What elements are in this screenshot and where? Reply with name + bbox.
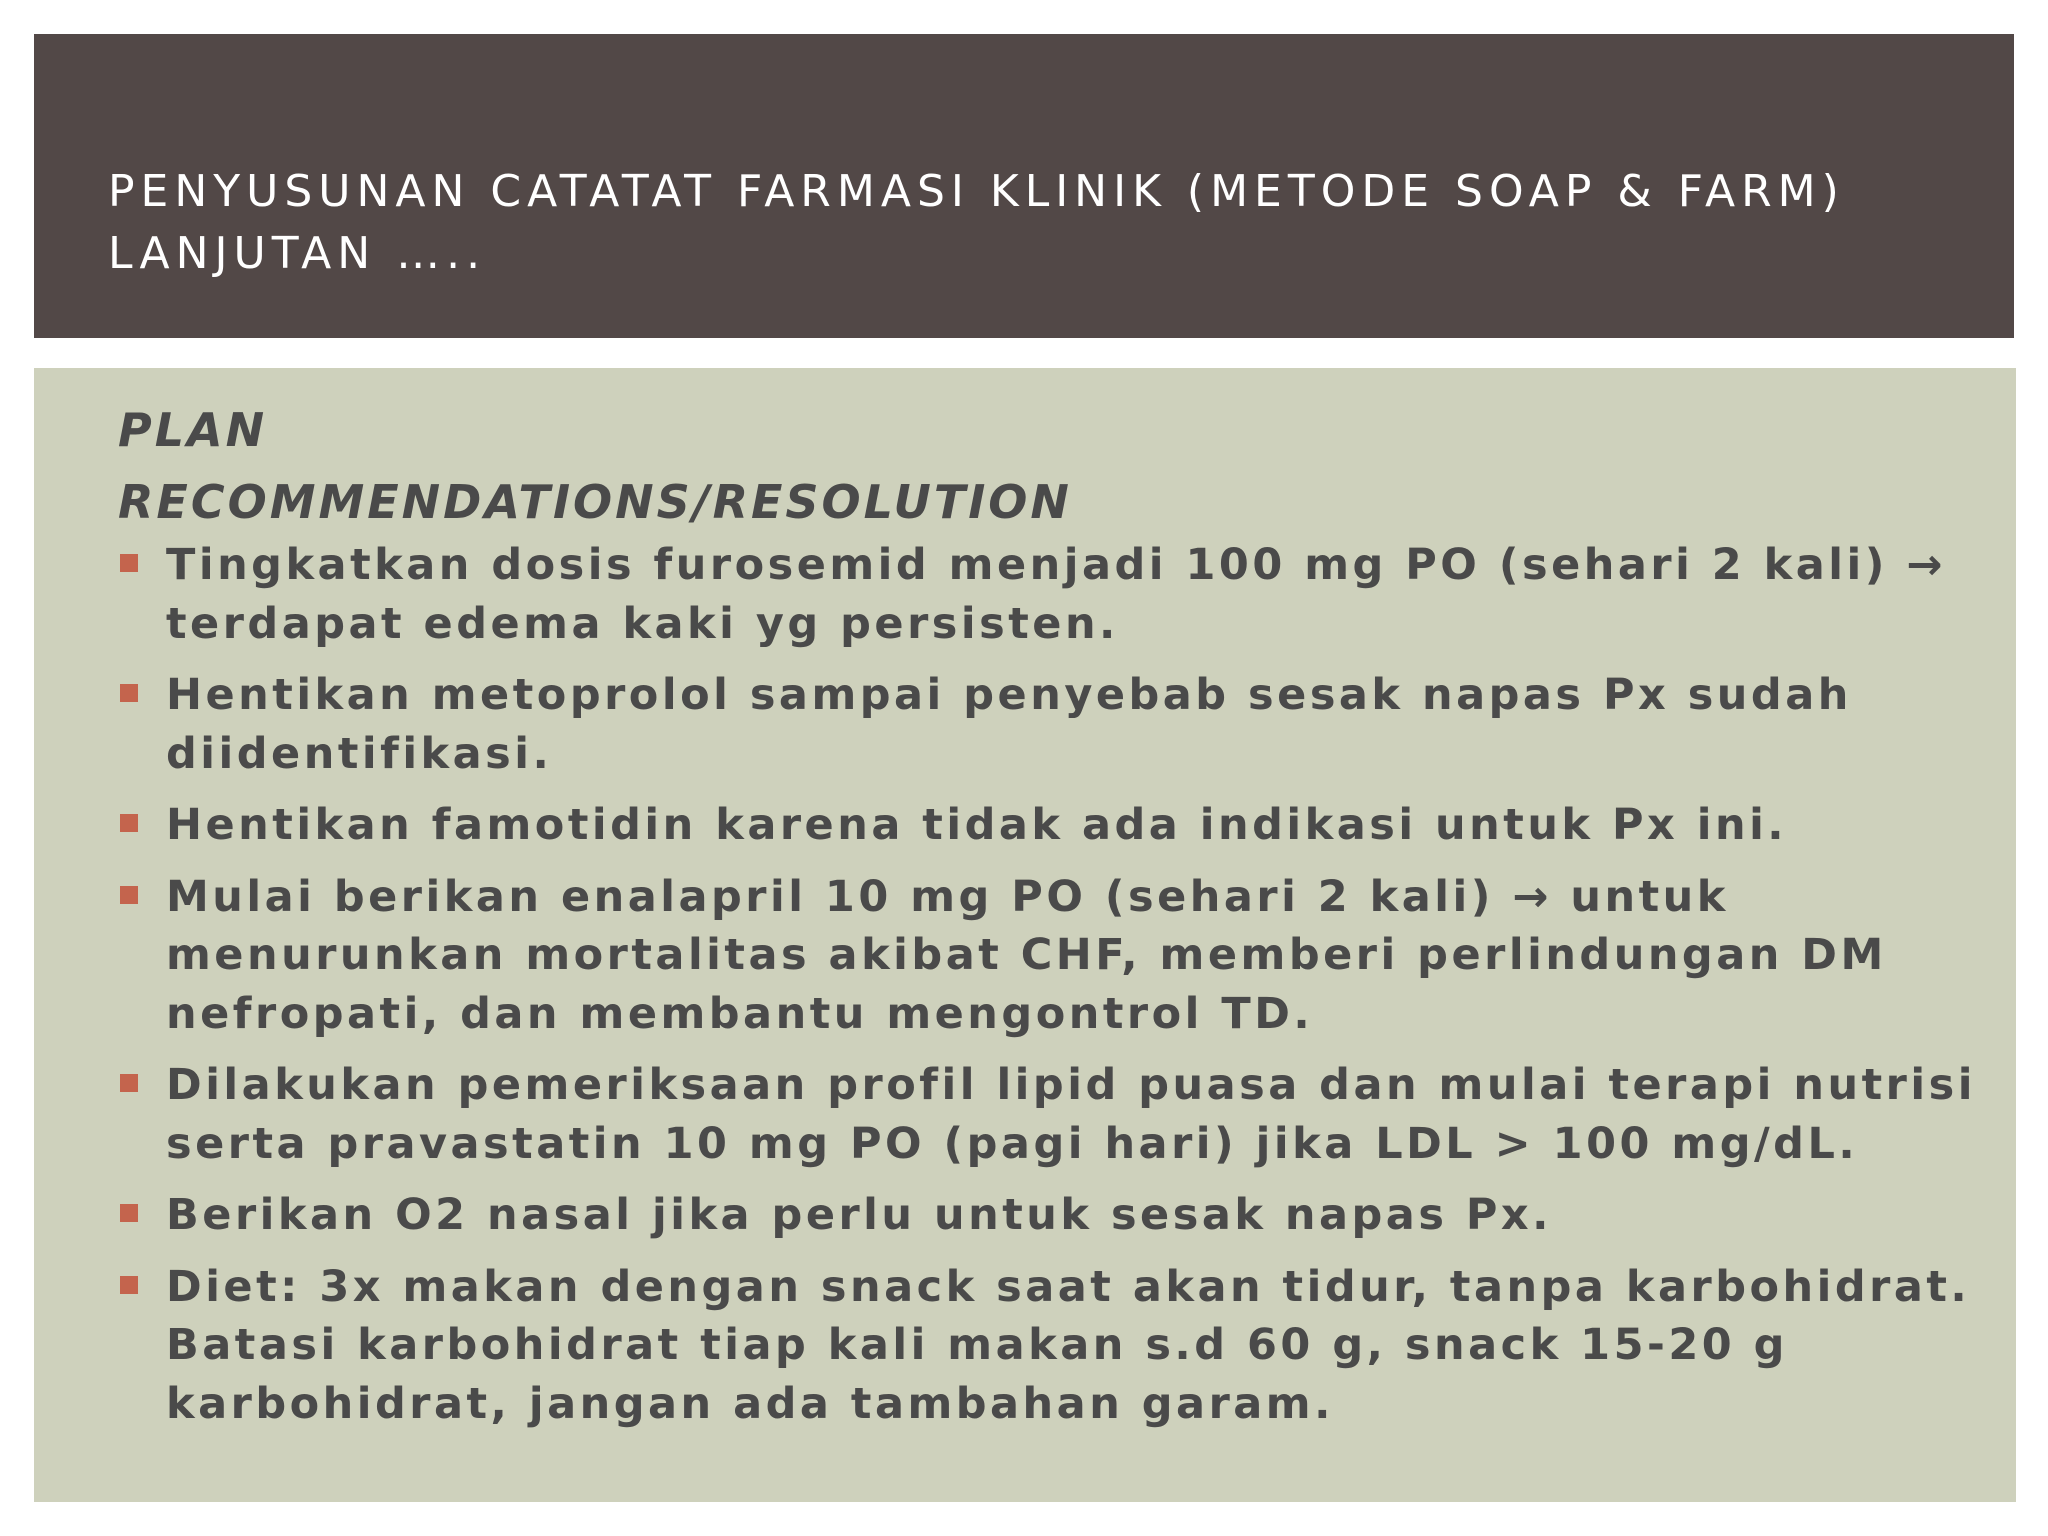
slide-title-line: LANJUTAN ….. <box>108 228 487 279</box>
square-bullet-icon <box>120 554 138 572</box>
square-bullet-icon <box>120 886 138 904</box>
recommendation-item <box>116 666 2006 783</box>
square-bullet-icon <box>120 1276 138 1294</box>
slide-title <box>108 161 1988 285</box>
recommendation-list <box>116 536 2006 1446</box>
recommendation-item <box>116 868 2006 1044</box>
plan-heading <box>118 394 1072 538</box>
slide-content-panel <box>34 368 2016 1502</box>
square-bullet-icon <box>120 814 138 832</box>
recommendation-item <box>116 1186 2006 1245</box>
recommendation-line: Diet: 3x makan dengan snack saat akan tidur, tanpa karbohidrat. <box>166 1261 1971 1312</box>
recommendation-line: Dilakukan pemeriksaan profil lipid puasa dan mulai terapi nutrisi <box>166 1060 1976 1110</box>
recommendation-item <box>116 796 2006 855</box>
slide-title-bar <box>34 34 2014 338</box>
slide-title-line: PENYUSUNAN CATATAT FARMASI KLINIK (METODE SOAP & FARM) <box>108 166 1845 217</box>
plan-heading-line: RECOMMENDATIONS/RESOLUTION <box>118 475 1072 529</box>
recommendation-line: karbohidrat, jangan ada tambahan garam. <box>166 1378 1334 1429</box>
recommendation-line: menurunkan mortalitas akibat CHF, memberi perlindungan DM <box>166 930 1887 980</box>
square-bullet-icon <box>120 1074 138 1092</box>
recommendation-item <box>116 1258 2006 1434</box>
recommendation-line: Tingkatkan dosis furosemid menjadi 100 mg PO (sehari 2 kali) → <box>166 540 1946 590</box>
recommendation-line: nefropati, dan membantu mengontrol TD. <box>166 988 1314 1039</box>
recommendation-line: Batasi karbohidrat tiap kali makan s.d 60 g, snack 15-20 g <box>166 1320 1788 1370</box>
recommendation-line: serta pravastatin 10 mg PO (pagi hari) jika LDL > 100 mg/dL. <box>166 1118 1859 1169</box>
recommendation-line: Mulai berikan enalapril 10 mg PO (sehari 2 kali) → untuk <box>166 871 1729 922</box>
recommendation-item <box>116 1056 2006 1173</box>
recommendation-item <box>116 536 2006 653</box>
plan-heading-line: PLAN <box>118 403 268 457</box>
square-bullet-icon <box>120 1204 138 1222</box>
recommendation-line: Berikan O2 nasal jika perlu untuk sesak napas Px. <box>166 1190 1552 1240</box>
recommendation-line: diidentifikasi. <box>166 728 553 779</box>
recommendation-line: Hentikan metoprolol sampai penyebab sesak napas Px sudah <box>166 670 1852 720</box>
recommendation-line: Hentikan famotidin karena tidak ada indikasi untuk Px ini. <box>166 800 1788 850</box>
square-bullet-icon <box>120 684 138 702</box>
recommendation-line: terdapat edema kaki yg persisten. <box>166 598 1119 649</box>
